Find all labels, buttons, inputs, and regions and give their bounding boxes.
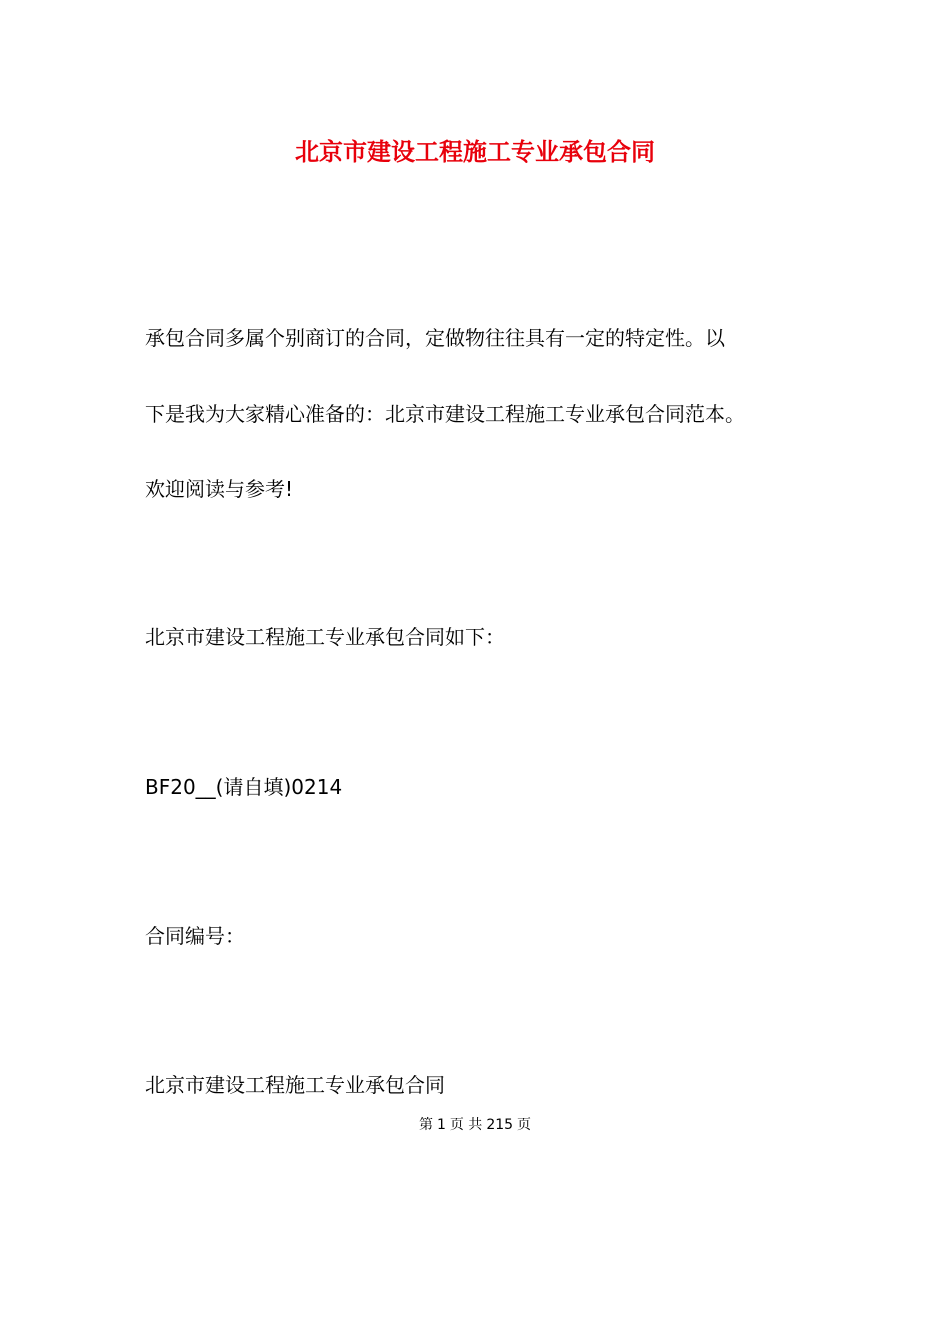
intro-line-3: 欢迎阅读与参考! xyxy=(145,477,294,501)
document-title: 北京市建设工程施工专业承包合同 xyxy=(295,138,655,166)
page-footer xyxy=(0,1114,950,1134)
contract-name: 北京市建设工程施工专业承包合同 xyxy=(145,1073,445,1097)
page-prefix: 第 xyxy=(418,1117,433,1133)
total-pages-number: 215 xyxy=(486,1117,514,1133)
intro-line-1: 承包合同多属个别商订的合同，定做物往往具有一定的特定性。以 xyxy=(145,326,725,350)
page-suffix: 页 xyxy=(517,1117,532,1133)
page-mid-text: 页 共 xyxy=(449,1117,483,1133)
current-page-number: 1 xyxy=(436,1117,446,1133)
contract-code: BF20__(请自填)0214 xyxy=(145,775,343,799)
lead-in-text: 北京市建设工程施工专业承包合同如下： xyxy=(145,625,505,649)
intro-line-2: 下是我为大家精心准备的：北京市建设工程施工专业承包合同范本。 xyxy=(145,402,745,426)
contract-number-label: 合同编号： xyxy=(145,924,245,948)
